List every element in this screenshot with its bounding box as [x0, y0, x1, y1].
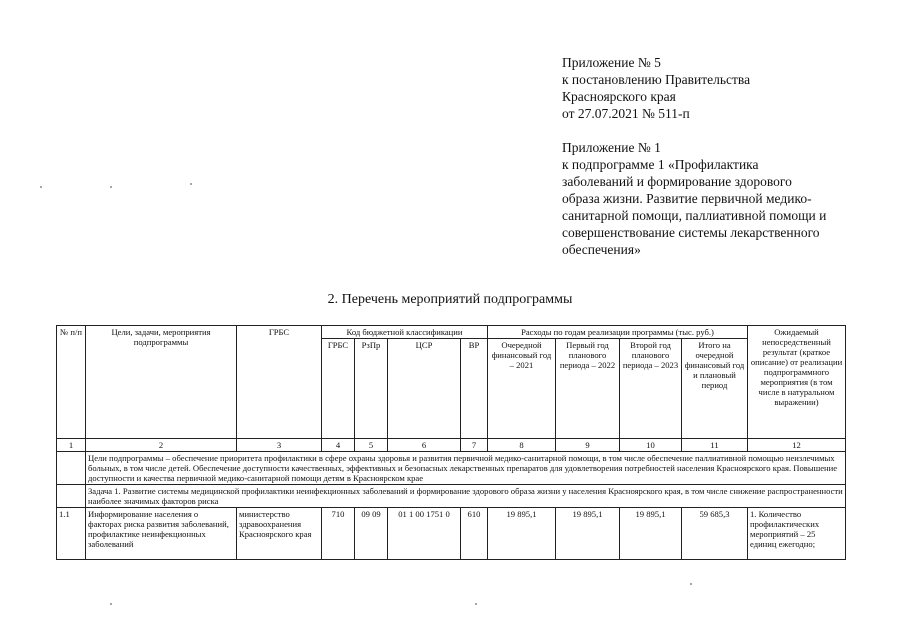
row-rzpr: 09 09 [355, 508, 388, 560]
scan-speck [110, 603, 112, 605]
scan-speck [40, 186, 42, 188]
row-result: 1. Количество профилактических мероприятий – 25 единиц ежегодно; [748, 508, 846, 560]
appendix-line: Приложение № 5 [562, 55, 661, 70]
column-number: 11 [682, 439, 748, 452]
task-text: Задача 1. Развитие системы медицинской профилактики неинфекционных заболеваний и формирование здорового образа жизни у населения Красноярского края, в том числе снижение распространенности наиболее значимых факторов риска [86, 485, 846, 508]
header-vr: ВР [461, 339, 488, 439]
row-num: 1.1 [57, 508, 86, 560]
appendix-line: от 27.07.2021 № 511-п [562, 106, 690, 121]
column-number: 9 [556, 439, 620, 452]
scan-speck [475, 603, 477, 605]
appendix-line: совершенствование системы лекарственного [562, 225, 820, 240]
row-2022: 19 895,1 [556, 508, 620, 560]
appendix-line: образа жизни. Развитие первичной медико- [562, 191, 812, 206]
scan-speck [190, 183, 192, 185]
row-grbs: министерство здравоохранения Красноярского края [237, 508, 322, 560]
goal-text: Цели подпрограммы – обеспечение приоритета профилактики в сфере охраны здоровья и развития первичной медико-санитарной помощи, в том числе обеспечение паллиативной помощью неизлечимых больных, в том числе детей. Обеспечение доступности качественных, эффективных и безопасных лекарственных препаратов для удовлетворения потребностей населения Красноярского края. Повышение доступности и качества первичной медико-санитарной помощи детям в Красноярском крае [86, 452, 846, 485]
page-title: 2. Перечень мероприятий подпрограммы [327, 292, 573, 307]
column-number: 1 [57, 439, 86, 452]
header-budget-code: Код бюджетной классификации [322, 326, 488, 339]
header-csr: ЦСР [388, 339, 461, 439]
row-total: 59 685,3 [682, 508, 748, 560]
appendix-line: заболеваний и формирование здорового [562, 174, 792, 189]
appendix-line: обеспечения» [562, 242, 641, 257]
column-number-row [57, 439, 846, 452]
row-name: Информирование населения о факторах риска развития заболеваний, профилактике неинфекционных заболеваний [86, 508, 237, 560]
goal-row-num [57, 452, 86, 485]
column-number: 10 [620, 439, 682, 452]
goal-row [57, 452, 846, 485]
header-2022: Первый год планового периода – 2022 [556, 339, 620, 439]
task-row [57, 485, 846, 508]
column-number: 8 [488, 439, 556, 452]
row-vr: 610 [461, 508, 488, 560]
row-2023: 19 895,1 [620, 508, 682, 560]
table-header-row [57, 326, 846, 339]
appendix-header [562, 54, 892, 258]
table-row [57, 508, 846, 560]
column-number: 6 [388, 439, 461, 452]
column-number: 3 [237, 439, 322, 452]
appendix-line: к постановлению Правительства [562, 72, 751, 87]
scan-speck [110, 186, 112, 188]
column-number: 12 [748, 439, 846, 452]
row-grbs-code: 710 [322, 508, 355, 560]
measures-table [56, 325, 846, 560]
header-grbs-code: ГРБС [322, 339, 355, 439]
column-number: 2 [86, 439, 237, 452]
header-2023: Второй год планового периода – 2023 [620, 339, 682, 439]
scan-speck [690, 583, 692, 585]
header-result: Ожидаемый непосредственный результат (краткое описание) от реализации подпрограммного мероприятия (в том числе в натуральном выражении) [748, 326, 846, 439]
appendix-line: Приложение № 1 [562, 140, 661, 155]
column-number: 7 [461, 439, 488, 452]
task-row-num [57, 485, 86, 508]
row-csr: 01 1 00 1751 0 [388, 508, 461, 560]
appendix-line: санитарной помощи, паллиативной помощи и [562, 208, 827, 223]
column-number: 5 [355, 439, 388, 452]
column-number: 4 [322, 439, 355, 452]
row-2021: 19 895,1 [488, 508, 556, 560]
appendix-line: Красноярского края [562, 89, 676, 104]
header-num: № п/п [57, 326, 86, 439]
header-2021: Очередной финансовый год – 2021 [488, 339, 556, 439]
appendix-line: к подпрограмме 1 «Профилактика [562, 157, 759, 172]
header-expenses: Расходы по годам реализации программы (тыс. руб.) [488, 326, 748, 339]
header-total: Итого на очередной финансовый год и плановый период [682, 339, 748, 439]
header-goals: Цели, задачи, мероприятия подпрограммы [86, 326, 237, 439]
header-rzpr: РзПр [355, 339, 388, 439]
header-grbs: ГРБС [237, 326, 322, 439]
